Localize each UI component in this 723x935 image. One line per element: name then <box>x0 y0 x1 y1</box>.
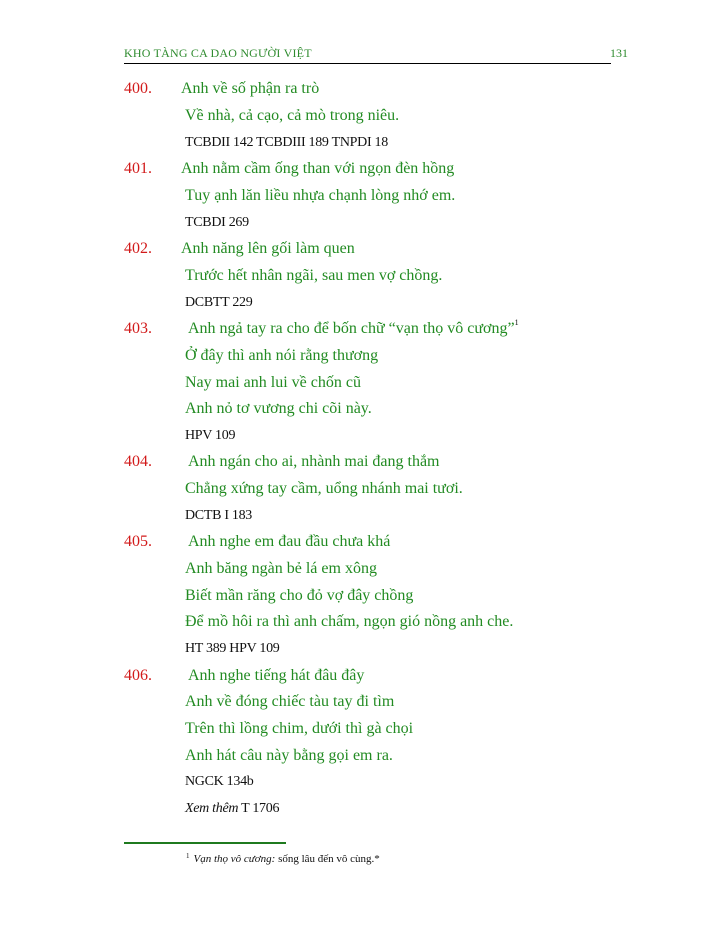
entry-number: 406. <box>124 667 152 684</box>
see-also-target: T 1706 <box>241 801 280 816</box>
entry-number: 402. <box>124 240 152 257</box>
verse-line: Anh năng lên gối làm quen <box>181 240 355 257</box>
source-reference: HT 389 HPV 109 <box>185 641 280 656</box>
source-reference: DCBTT 229 <box>185 295 253 310</box>
entry-number: 401. <box>124 160 152 177</box>
verse-line: Anh nỏ tơ vương chi cõi này. <box>185 400 372 417</box>
source-reference: NGCK 134b <box>185 774 254 789</box>
footnote-text: sống lâu đến vô cùng.* <box>275 853 380 865</box>
verse-line: Anh hát câu này bằng gọi em ra. <box>185 747 393 764</box>
verse-line: Anh băng ngàn bẻ lá em xông <box>185 560 377 577</box>
verse-line: Anh về đóng chiếc tàu tay đi tìm <box>185 693 395 710</box>
source-reference: HPV 109 <box>185 428 236 443</box>
verse-line: Trên thì lồng chim, dưới thì gà chọi <box>185 720 414 737</box>
verse-line: Anh nghe tiếng hát đâu đây <box>188 667 365 684</box>
footnote-term: Vạn thọ vô cương: <box>193 853 276 865</box>
verse-line: Anh nằm cầm ống than với ngọn đèn hồng <box>181 160 455 177</box>
entry-number: 400. <box>124 80 152 97</box>
book-title: KHO TÀNG CA DAO NGƯỜI VIỆT <box>124 46 312 60</box>
source-reference: TCBDII 142 TCBDIII 189 TNPDI 18 <box>185 135 388 150</box>
page-number: 131 <box>610 46 628 60</box>
entry-number: 404. <box>124 453 152 470</box>
entry-number: 403. <box>124 320 152 337</box>
verse-line: Ở đây thì anh nói rằng thương <box>185 347 379 364</box>
footnote-number: 1 <box>186 852 190 860</box>
verse-line: Chẳng xứng tay cầm, uổng nhánh mai tươi. <box>185 480 463 497</box>
see-also-reference <box>185 801 279 817</box>
verse-line: Anh về số phận ra trò <box>181 80 320 97</box>
verse-line: Anh nghe em đau đầu chưa khá <box>188 533 391 550</box>
source-reference: TCBDI 269 <box>185 215 249 230</box>
verse-line: Trước hết nhân ngãi, sau men vợ chồng. <box>185 267 443 284</box>
footnote <box>186 853 380 865</box>
footnote-divider <box>124 842 286 844</box>
running-header <box>124 44 630 62</box>
verse-line: Anh ngán cho ai, nhành mai đang thắm <box>188 453 440 470</box>
verse-line: Nay mai anh lui về chốn cũ <box>185 374 361 391</box>
header-divider <box>124 63 611 64</box>
verse-line: Để mồ hôi ra thì anh chấm, ngọn gió nồng anh che. <box>185 613 514 630</box>
verse-line: Về nhà, cả cạo, cả mò trong niêu. <box>185 107 400 124</box>
see-also-label: Xem thêm <box>185 801 239 816</box>
verse-line: Anh ngả tay ra cho để bốn chữ “vạn thọ vô cương”$^1$ <box>188 318 519 337</box>
source-reference: DCTB I 183 <box>185 508 253 523</box>
entry-number: 405. <box>124 533 152 550</box>
verse-line: Tuy ạnh lăn liều nhựa chạnh lòng nhớ em. <box>185 187 456 204</box>
footnote-marker: 1 <box>514 318 519 327</box>
verse-line: Biết mần răng cho đỏ vợ đây chồng <box>185 587 414 604</box>
